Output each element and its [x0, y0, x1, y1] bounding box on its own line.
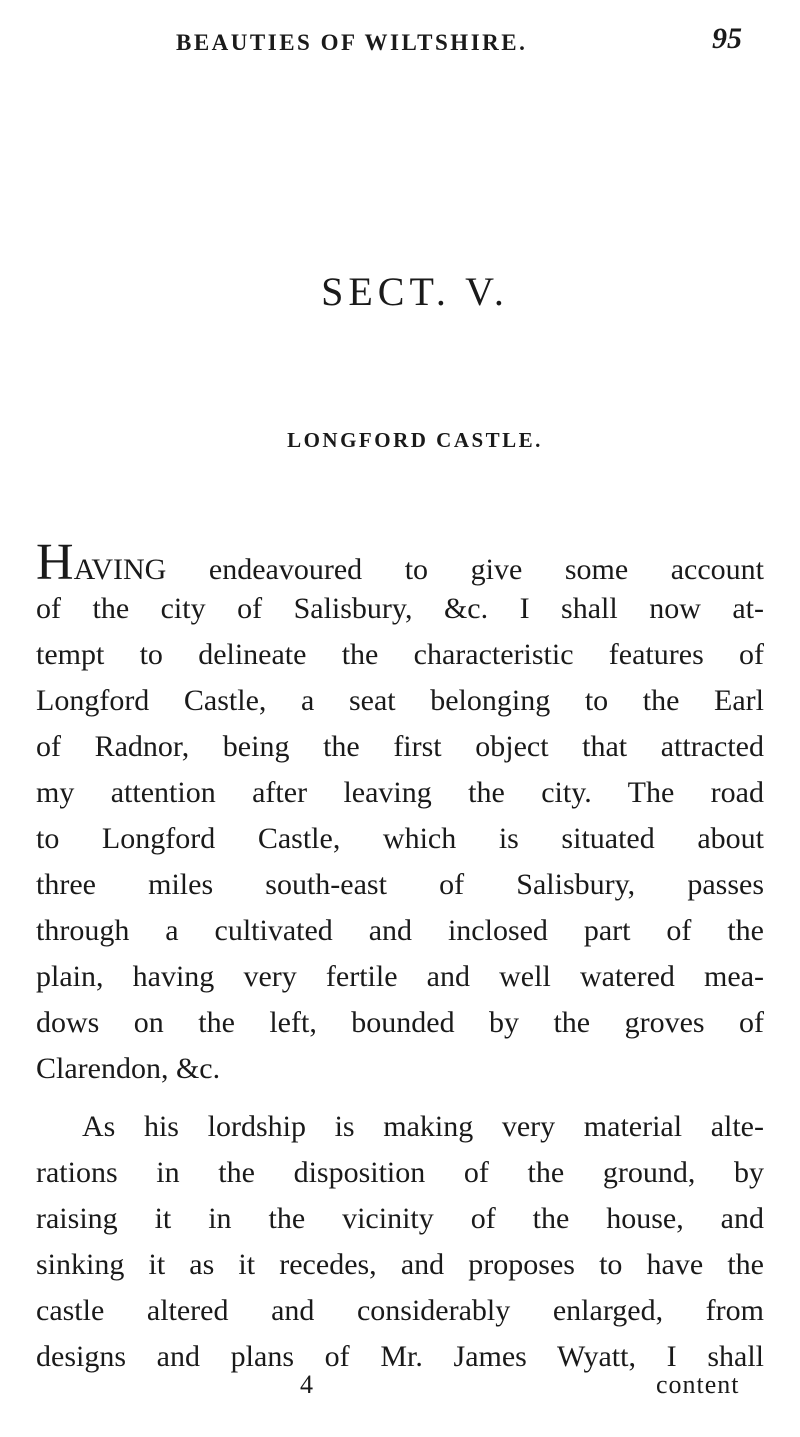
text-line: of Radnor, being the first object that attracted	[36, 730, 764, 763]
section-subtitle: LONGFORD CASTLE.	[287, 428, 543, 452]
text-line: Longford Castle, a seat belonging to the Earl	[36, 684, 764, 717]
text-line: plain, having very fertile and well watered mea-	[36, 960, 764, 993]
text-line: castle altered and considerably enlarged, from	[36, 1294, 764, 1327]
text-line: As his lordship is making very material alte-	[82, 1110, 764, 1143]
text-line: tempt to delineate the characteristic features of	[36, 638, 764, 671]
page-number: 95	[712, 22, 742, 55]
text-line: to Longford Castle, which is situated about	[36, 822, 764, 855]
text-line: through a cultivated and inclosed part of the	[36, 914, 764, 947]
text-line: rations in the disposition of the ground, by	[36, 1156, 764, 1189]
text-line: raising it in the vicinity of the house, and	[36, 1202, 764, 1235]
text-line: dows on the left, bounded by the groves of	[36, 1006, 764, 1039]
body-text	[36, 534, 764, 1380]
text-line: designs and plans of Mr. James Wyatt, I shall	[36, 1340, 764, 1373]
text-line: sinking it as it recedes, and proposes to have the	[36, 1248, 764, 1281]
running-head: BEAUTIES OF WILTSHIRE.	[176, 30, 528, 55]
signature-mark: 4	[300, 1370, 313, 1399]
text-line: my attention after leaving the city. The road	[36, 776, 764, 809]
text-line	[36, 534, 764, 591]
drop-cap: H	[36, 534, 74, 591]
page-footer	[0, 1370, 800, 1410]
section-title: SECT. V.	[321, 269, 509, 314]
paragraph-gap	[36, 1092, 764, 1104]
text-line: three miles south-east of Salisbury, passes	[36, 868, 764, 901]
first-line-text: AVING endeavoured to give some account	[73, 553, 764, 586]
catchword: content	[656, 1370, 740, 1399]
text-line: of the city of Salisbury, &c. I shall now at-	[36, 592, 764, 625]
text-line: Clarendon, &c.	[36, 1052, 221, 1085]
